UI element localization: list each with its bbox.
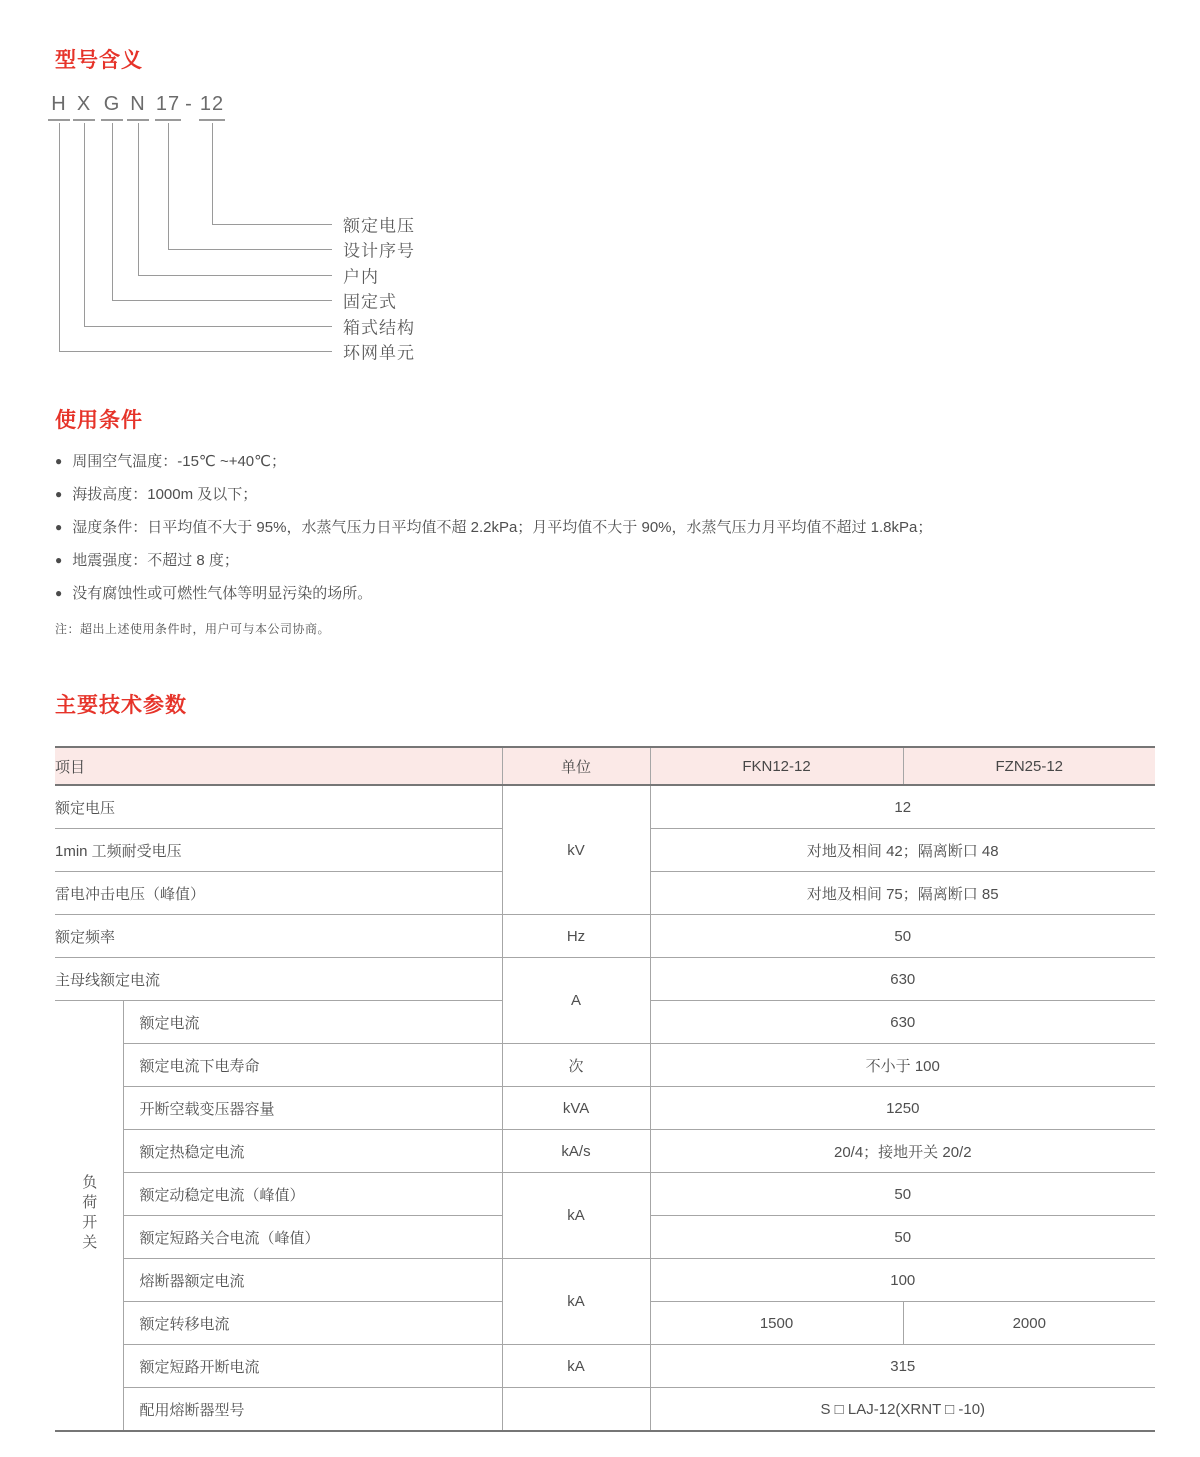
param-unit: kA [502, 1259, 650, 1345]
param-value-fzn: 2000 [903, 1302, 1155, 1345]
param-item: 额定热稳定电流 [123, 1130, 502, 1173]
table-row [55, 1259, 1155, 1302]
param-unit: Hz [502, 915, 650, 958]
param-value: 630 [650, 958, 1155, 1001]
group-load-switch: 负荷开关 [55, 1001, 123, 1432]
param-item: 雷电冲击电压（峰值） [55, 872, 502, 915]
table-row [55, 915, 1155, 958]
param-item: 额定动稳定电流（峰值） [123, 1173, 502, 1216]
connector-horizontal-line [168, 249, 332, 250]
connector-vertical-line [84, 123, 85, 326]
header-model-fkn12: FKN12-12 [650, 747, 903, 785]
section-title-main-parameters: 主要技术参数 [55, 694, 187, 717]
param-item: 额定电压 [55, 785, 502, 829]
param-unit: A [502, 958, 650, 1044]
code-label-design-serial: 设计序号 [343, 241, 415, 261]
usage-conditions-list [55, 450, 1165, 615]
usage-condition-text: 地震强度：不超过 8 度； [72, 552, 239, 569]
model-code-12: 12 [199, 93, 225, 115]
param-item: 1min 工频耐受电压 [55, 829, 502, 872]
param-item: 额定电流下电寿命 [123, 1044, 502, 1087]
connector-horizontal-line [112, 300, 332, 301]
usage-condition-text: 湿度条件：日平均值不大于 95%，水蒸气压力日平均值不超 2.2kPa；月平均值不大于 90%，水蒸气压力月平均值不超过 1.8kPa； [72, 519, 933, 536]
code-underline [199, 119, 225, 121]
usage-condition-altitude [55, 483, 1165, 506]
code-label-ring-main-unit: 环网单元 [343, 343, 415, 363]
usage-condition-temperature [55, 450, 1165, 473]
code-label-fixed-type: 固定式 [343, 292, 397, 312]
table-row [55, 1087, 1155, 1130]
code-underline [101, 119, 123, 121]
bullet-icon: ● [55, 586, 63, 600]
param-value: 不小于 100 [650, 1044, 1155, 1087]
code-label-box-structure: 箱式结构 [343, 318, 415, 338]
usage-condition-text: 没有腐蚀性或可燃性气体等明显污染的场所。 [72, 585, 373, 602]
code-label-indoor: 户内 [343, 267, 379, 287]
table-row [55, 1044, 1155, 1087]
param-value: 630 [650, 1001, 1155, 1044]
model-code-g: G [103, 93, 121, 115]
header-model-fzn25: FZN25-12 [903, 747, 1155, 785]
model-code-17: 17 [155, 93, 181, 115]
param-item: 额定转移电流 [123, 1302, 502, 1345]
model-designation-diagram [0, 90, 520, 380]
connector-horizontal-line [59, 351, 332, 352]
table-row [55, 1345, 1155, 1388]
bullet-icon: ● [55, 487, 63, 501]
param-value: 50 [650, 1173, 1155, 1216]
model-code-n: N [130, 93, 146, 115]
code-underline [73, 119, 95, 121]
table-row [55, 1173, 1155, 1216]
param-value: 对地及相间 75；隔离断口 85 [650, 872, 1155, 915]
header-unit: 单位 [502, 747, 650, 785]
bullet-icon: ● [55, 553, 63, 567]
model-code-h: H [51, 93, 67, 115]
connector-vertical-line [59, 123, 60, 351]
connector-horizontal-line [138, 275, 332, 276]
usage-condition-seismic [55, 549, 1165, 572]
param-value: 50 [650, 1216, 1155, 1259]
param-unit [502, 1388, 650, 1432]
table-row [55, 1388, 1155, 1432]
param-value: 315 [650, 1345, 1155, 1388]
param-value: 50 [650, 915, 1155, 958]
table-header-row [55, 747, 1155, 785]
usage-note: 注：超出上述使用条件时，用户可与本公司协商。 [55, 622, 331, 636]
param-item: 额定电流 [123, 1001, 502, 1044]
connector-vertical-line [112, 123, 113, 300]
bullet-icon: ● [55, 454, 63, 468]
param-item: 额定短路关合电流（峰值） [123, 1216, 502, 1259]
connector-horizontal-line [84, 326, 332, 327]
param-item: 熔断器额定电流 [123, 1259, 502, 1302]
param-unit: kV [502, 785, 650, 915]
param-unit: kA/s [502, 1130, 650, 1173]
bullet-icon: ● [55, 520, 63, 534]
table-row [55, 785, 1155, 829]
code-underline [155, 119, 181, 121]
param-item: 额定频率 [55, 915, 502, 958]
table-row [55, 958, 1155, 1001]
usage-condition-text: 海拔高度：1000m 及以下； [72, 486, 258, 503]
param-item: 主母线额定电流 [55, 958, 502, 1001]
param-unit: kA [502, 1345, 650, 1388]
model-code-x: X [76, 93, 92, 115]
usage-condition-humidity [55, 516, 1165, 539]
usage-condition-text: 周围空气温度：-15℃ ~+40℃； [72, 453, 286, 470]
code-underline [48, 119, 70, 121]
parameters-table [55, 746, 1155, 1432]
code-label-rated-voltage: 额定电压 [343, 216, 415, 236]
param-value: 12 [650, 785, 1155, 829]
param-item: 配用熔断器型号 [123, 1388, 502, 1432]
section-title-model-meaning: 型号含义 [55, 49, 143, 72]
section-title-usage-conditions: 使用条件 [55, 409, 143, 432]
param-unit: kVA [502, 1087, 650, 1130]
table-row [55, 1130, 1155, 1173]
connector-vertical-line [212, 123, 213, 224]
param-value: 对地及相间 42；隔离断口 48 [650, 829, 1155, 872]
param-value: 20/4；接地开关 20/2 [650, 1130, 1155, 1173]
param-value: 100 [650, 1259, 1155, 1302]
connector-horizontal-line [212, 224, 332, 225]
param-unit: kA [502, 1173, 650, 1259]
model-code-separator: - [185, 93, 193, 115]
param-item: 额定短路开断电流 [123, 1345, 502, 1388]
param-item: 开断空载变压器容量 [123, 1087, 502, 1130]
param-value: 1250 [650, 1087, 1155, 1130]
param-value-fkn: 1500 [650, 1302, 903, 1345]
header-item: 项目 [55, 747, 502, 785]
usage-condition-pollution [55, 582, 1165, 605]
param-value: S □ LAJ-12(XRNT □ -10) [650, 1388, 1155, 1432]
connector-vertical-line [138, 123, 139, 275]
code-underline [127, 119, 149, 121]
connector-vertical-line [168, 123, 169, 249]
param-unit: 次 [502, 1044, 650, 1087]
